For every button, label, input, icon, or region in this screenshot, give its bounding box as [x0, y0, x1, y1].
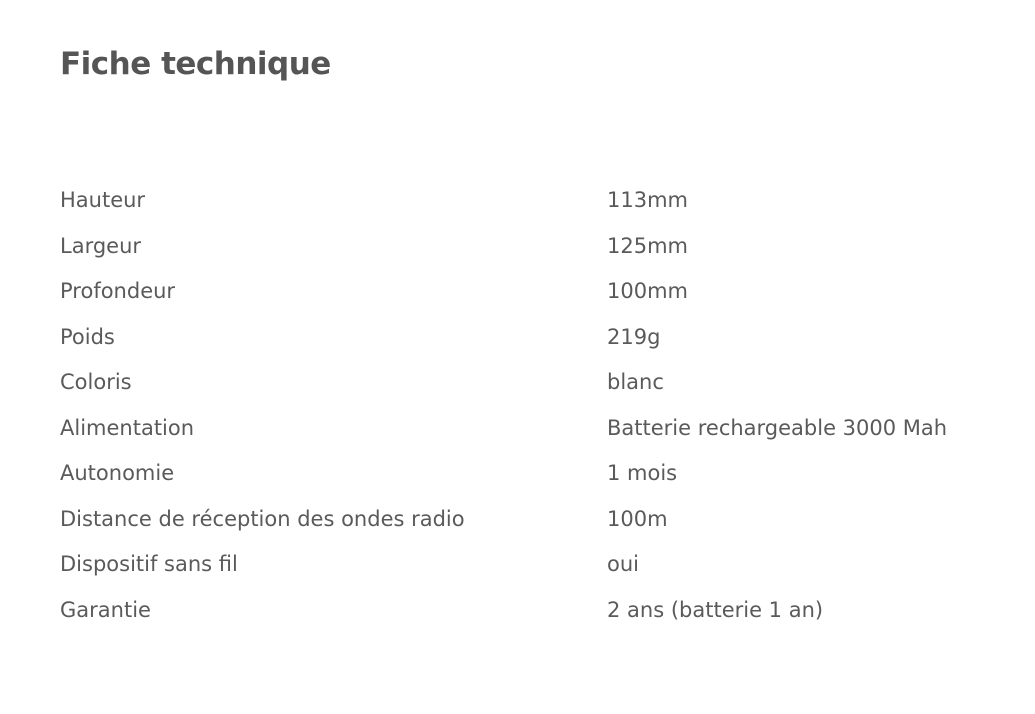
- spec-label: Garantie: [60, 597, 151, 622]
- table-row: [60, 224, 1000, 270]
- spec-value: blanc: [607, 370, 664, 395]
- spec-value: 113mm: [607, 188, 688, 213]
- spec-value: Batterie rechargeable 3000 Mah: [607, 415, 948, 440]
- spec-value: 100m: [607, 506, 668, 531]
- spec-label: Alimentation: [60, 415, 195, 440]
- spec-label: Autonomie: [60, 461, 175, 486]
- spec-label: Dispositif sans fil: [60, 552, 238, 577]
- spec-value: 2 ans (batterie 1 an): [607, 597, 824, 622]
- page-title: Fiche technique: [60, 46, 331, 82]
- table-row: [60, 588, 1000, 634]
- spec-table: [60, 178, 1000, 633]
- spec-value: oui: [607, 552, 639, 577]
- table-row: [60, 451, 1000, 497]
- spec-label: Poids: [60, 324, 115, 349]
- table-row: [60, 360, 1000, 406]
- spec-value: 125mm: [607, 233, 688, 258]
- table-row: [60, 406, 1000, 452]
- spec-label: Hauteur: [60, 188, 146, 213]
- spec-label: Profondeur: [60, 279, 176, 304]
- table-row: [60, 178, 1000, 224]
- spec-value: 100mm: [607, 279, 688, 304]
- spec-value: 219g: [607, 324, 661, 349]
- spec-value: 1 mois: [607, 461, 678, 486]
- spec-label: Largeur: [60, 233, 142, 258]
- table-row: [60, 497, 1000, 543]
- table-row: [60, 315, 1000, 361]
- spec-label: Coloris: [60, 370, 132, 395]
- table-row: [60, 542, 1000, 588]
- spec-label: Distance de réception des ondes radio: [60, 506, 465, 531]
- table-row: [60, 269, 1000, 315]
